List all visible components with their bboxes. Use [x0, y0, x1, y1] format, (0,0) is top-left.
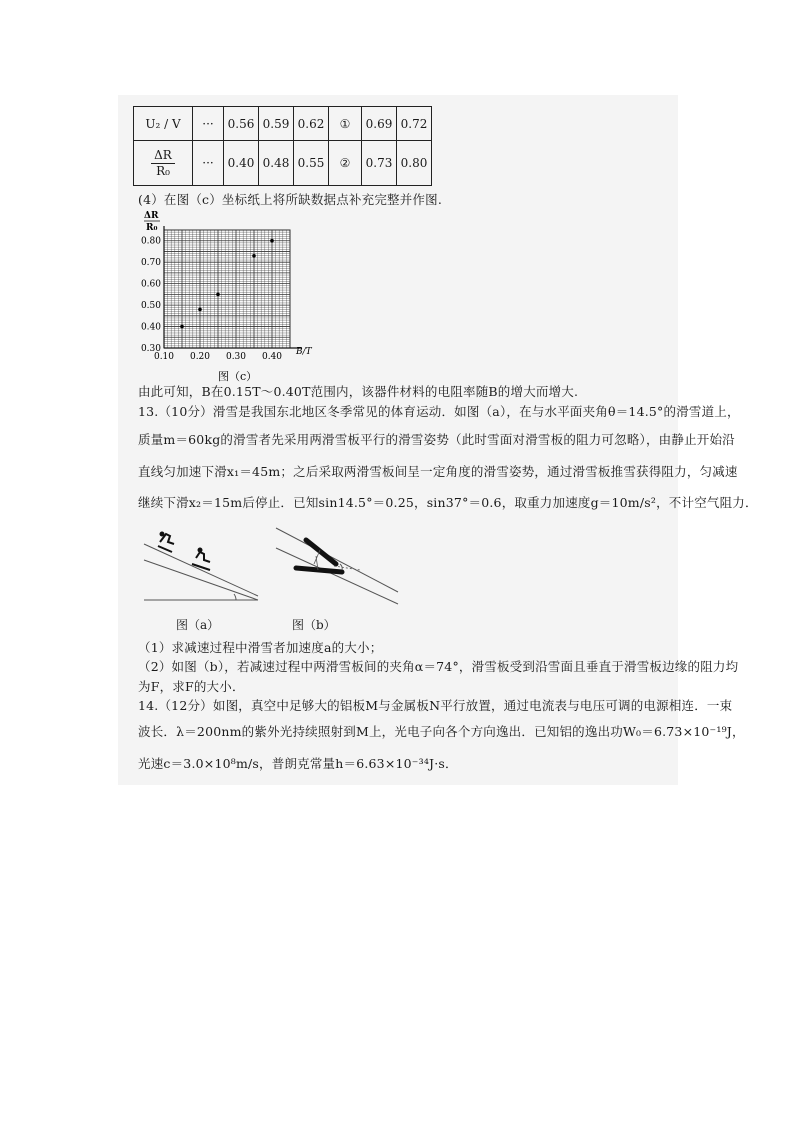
q14-line-3: 光速c＝3.0×10⁸m/s，普朗克常量h＝6.63×10⁻³⁴J·s． — [138, 756, 458, 771]
table-cell: 0.48 — [259, 141, 294, 186]
delta-r-header: $\frac{\Delta R}{\text{R₀}}$ — [134, 141, 193, 186]
table-cell: 0.40 — [224, 141, 259, 186]
q13-line-2: 质量m＝60kg的滑雪者先采用两滑雪板平行的滑雪姿势（此时雪面对滑雪板的阻力可忽略），由静止开始沿 — [138, 432, 735, 447]
figure-a-slope — [140, 522, 260, 602]
table-cell: 0.62 — [294, 107, 329, 141]
x-tick-labels — [154, 352, 282, 362]
ski-left — [306, 540, 336, 564]
x-tick-label: 0.10 — [153, 352, 175, 362]
q13-line-3: 直线匀加速下滑x₁＝45m；之后采取两滑雪板间呈一定角度的滑雪姿势，通过滑雪板推雪获得阻力，匀减速 — [138, 464, 738, 479]
y-tick-label: 0.60 — [140, 279, 161, 290]
skier-1-icon — [158, 534, 174, 552]
y-tick-labels — [141, 237, 161, 354]
scatter-chart — [130, 208, 330, 388]
table-cell: 0.73 — [362, 141, 397, 186]
table-row-delta-r — [134, 141, 432, 186]
table-cell: ② — [329, 141, 362, 186]
table-cell: 0.69 — [362, 107, 397, 141]
y-axis-label-den: R₀ — [146, 223, 158, 233]
figure-b-skis — [270, 518, 400, 608]
chart-caption: 图（c） — [218, 370, 258, 383]
q4-instruction: (4）在图（c）坐标纸上将所缺数据点补充完整并作图. — [138, 192, 443, 207]
table-cell: ··· — [193, 107, 224, 141]
data-point — [198, 308, 202, 312]
y-tick-label: 0.40 — [140, 322, 161, 333]
table-row-u2 — [134, 107, 432, 141]
ski-right — [296, 568, 342, 572]
data-point — [180, 325, 184, 329]
x-tick-label: 0.20 — [189, 352, 211, 362]
data-point — [270, 239, 274, 243]
data-point — [216, 293, 220, 297]
figure-b-caption: 图（b） — [292, 618, 336, 632]
table-cell: 0.55 — [294, 141, 329, 186]
table-cell: 0.59 — [259, 107, 294, 141]
y-tick-label: 0.50 — [140, 301, 161, 312]
figure-a-caption: 图（a） — [176, 618, 220, 632]
table-cell: ··· — [193, 141, 224, 186]
x-axis-label: B/T — [296, 347, 312, 357]
y-tick-label: 0.80 — [140, 236, 161, 247]
q14-line-1: 14.（12分）如图，真空中足够大的铝板M与金属板N平行放置，通过电流表与电压可调的电源相连．一束 — [138, 698, 733, 713]
q13-sub-1: （1）求减速过程中滑雪者加速度a的大小； — [138, 640, 383, 655]
x-tick-label: 0.40 — [261, 352, 283, 362]
y-tick-label: 0.70 — [140, 258, 161, 269]
table-cell: 0.80 — [397, 141, 432, 186]
q13-line-4: 继续下滑x₂＝15m后停止．已知sin14.5°＝0.25，sin37°＝0.6，取重力加速度g＝10m/s²，不计空气阻力． — [138, 495, 758, 510]
angle-alpha-arc — [340, 564, 342, 570]
u2-header: U₂ / V — [134, 107, 193, 141]
table-cell: 0.56 — [224, 107, 259, 141]
grid-frame — [164, 230, 290, 348]
table-cell: ① — [329, 107, 362, 141]
conclusion-text: 由此可知，B在0.15T～0.40T范围内，该器件材料的电阻率随B的增大而增大. — [138, 384, 579, 399]
x-tick-label: 0.30 — [225, 352, 247, 362]
angle-theta-arc — [234, 594, 236, 600]
q13-sub-2-line-1: （2）如图（b），若减速过程中两滑雪板间的夹角α＝74°，滑雪板受到沿雪面且垂直于滑雪板边缘的阻力均 — [138, 659, 739, 674]
q14-line-2: 波长．λ＝200nm的紫外光持续照射到M上，光电子向各个方向逸出．已知铝的逸出功W₀＝6.73×10⁻¹⁹J， — [138, 724, 745, 739]
data-point — [252, 254, 256, 258]
data-table — [133, 106, 432, 186]
q13-line-1: 13.（10分）滑雪是我国东北地区冬季常见的体育运动．如图（a），在与水平面夹角θ＝14.5°的滑雪道上， — [138, 404, 740, 419]
table-cell: 0.72 — [397, 107, 432, 141]
y-tick-label: 0.30 — [140, 344, 161, 354]
grid-paper — [164, 230, 290, 348]
q13-sub-2-line-2: 为F，求F的大小． — [138, 679, 245, 694]
y-axis-label-num: ΔR — [144, 211, 159, 221]
